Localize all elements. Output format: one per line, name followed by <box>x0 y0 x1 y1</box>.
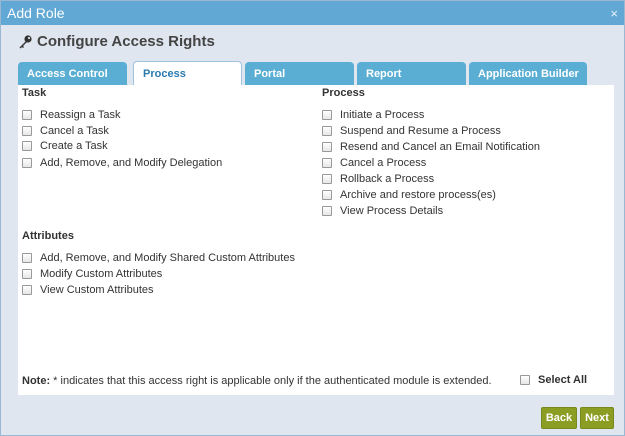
checkbox-label: Resend and Cancel an Email Notification <box>340 141 540 153</box>
checkbox-label: Add, Remove, and Modify Shared Custom Attributes <box>40 252 295 264</box>
checkbox-label: Reassign a Task <box>40 109 121 121</box>
task-item <box>22 157 222 169</box>
checkbox[interactable] <box>322 174 332 184</box>
checkbox[interactable] <box>322 126 332 136</box>
select-all <box>520 374 587 386</box>
attributes-item <box>22 252 295 264</box>
checkbox-label: Cancel a Process <box>340 157 427 169</box>
checkbox[interactable] <box>322 158 332 168</box>
note-label: Note: <box>22 375 51 387</box>
tab-application-builder[interactable]: Application Builder <box>469 62 587 85</box>
checkbox-label: Archive and restore process(es) <box>340 189 496 201</box>
close-icon[interactable]: × <box>610 6 618 21</box>
task-item <box>22 109 121 121</box>
checkbox-label: View Process Details <box>340 205 444 217</box>
checkbox-label: Cancel a Task <box>40 125 109 137</box>
page-title: Configure Access Rights <box>37 33 215 50</box>
task-section-title: Task <box>22 87 47 99</box>
tab-report[interactable]: Report <box>357 62 466 85</box>
checkbox-label: Modify Custom Attributes <box>40 268 163 280</box>
checkbox[interactable] <box>22 269 32 279</box>
tab-access-control[interactable]: Access Control <box>18 62 127 85</box>
checkbox[interactable] <box>22 141 32 151</box>
attributes-item <box>22 268 162 280</box>
process-section-title: Process <box>322 87 365 99</box>
checkbox-label: Initiate a Process <box>340 109 425 121</box>
section-heading <box>17 33 215 50</box>
select-all-label: Select All <box>538 374 588 386</box>
tab-process[interactable]: Process <box>133 61 242 86</box>
dialog-titlebar <box>1 1 624 25</box>
process-item <box>322 109 424 121</box>
attributes-section-title: Attributes <box>22 230 74 242</box>
note-text: * indicates that this access right is applicable only if the authenticated module is extended. <box>50 375 492 387</box>
process-item <box>322 157 426 169</box>
checkbox[interactable] <box>22 253 32 263</box>
checkbox[interactable] <box>22 126 32 136</box>
back-button[interactable]: Back <box>541 407 577 429</box>
process-item <box>322 173 434 185</box>
attributes-item <box>22 284 154 296</box>
footnote <box>22 375 492 387</box>
checkbox[interactable] <box>22 158 32 168</box>
checkbox[interactable] <box>322 110 332 120</box>
process-item <box>322 125 501 137</box>
checkbox-label: Add, Remove, and Modify Delegation <box>40 157 223 169</box>
checkbox[interactable] <box>322 206 332 216</box>
task-item <box>22 125 109 137</box>
checkbox[interactable] <box>22 110 32 120</box>
checkbox-label: Create a Task <box>40 140 108 152</box>
process-item <box>322 189 496 201</box>
select-all-checkbox[interactable] <box>520 375 530 385</box>
task-item <box>22 140 108 152</box>
tab-portal[interactable]: Portal <box>245 62 354 85</box>
key-icon <box>17 34 33 50</box>
checkbox[interactable] <box>322 190 332 200</box>
next-button[interactable]: Next <box>580 407 614 429</box>
checkbox[interactable] <box>322 142 332 152</box>
process-item <box>322 205 443 217</box>
process-item <box>322 141 540 153</box>
checkbox-label: Rollback a Process <box>340 173 435 185</box>
checkbox-label: View Custom Attributes <box>40 284 154 296</box>
checkbox-label: Suspend and Resume a Process <box>340 125 501 137</box>
checkbox[interactable] <box>22 285 32 295</box>
tab-panel-process <box>18 85 614 395</box>
dialog-title: Add Role <box>7 5 65 21</box>
